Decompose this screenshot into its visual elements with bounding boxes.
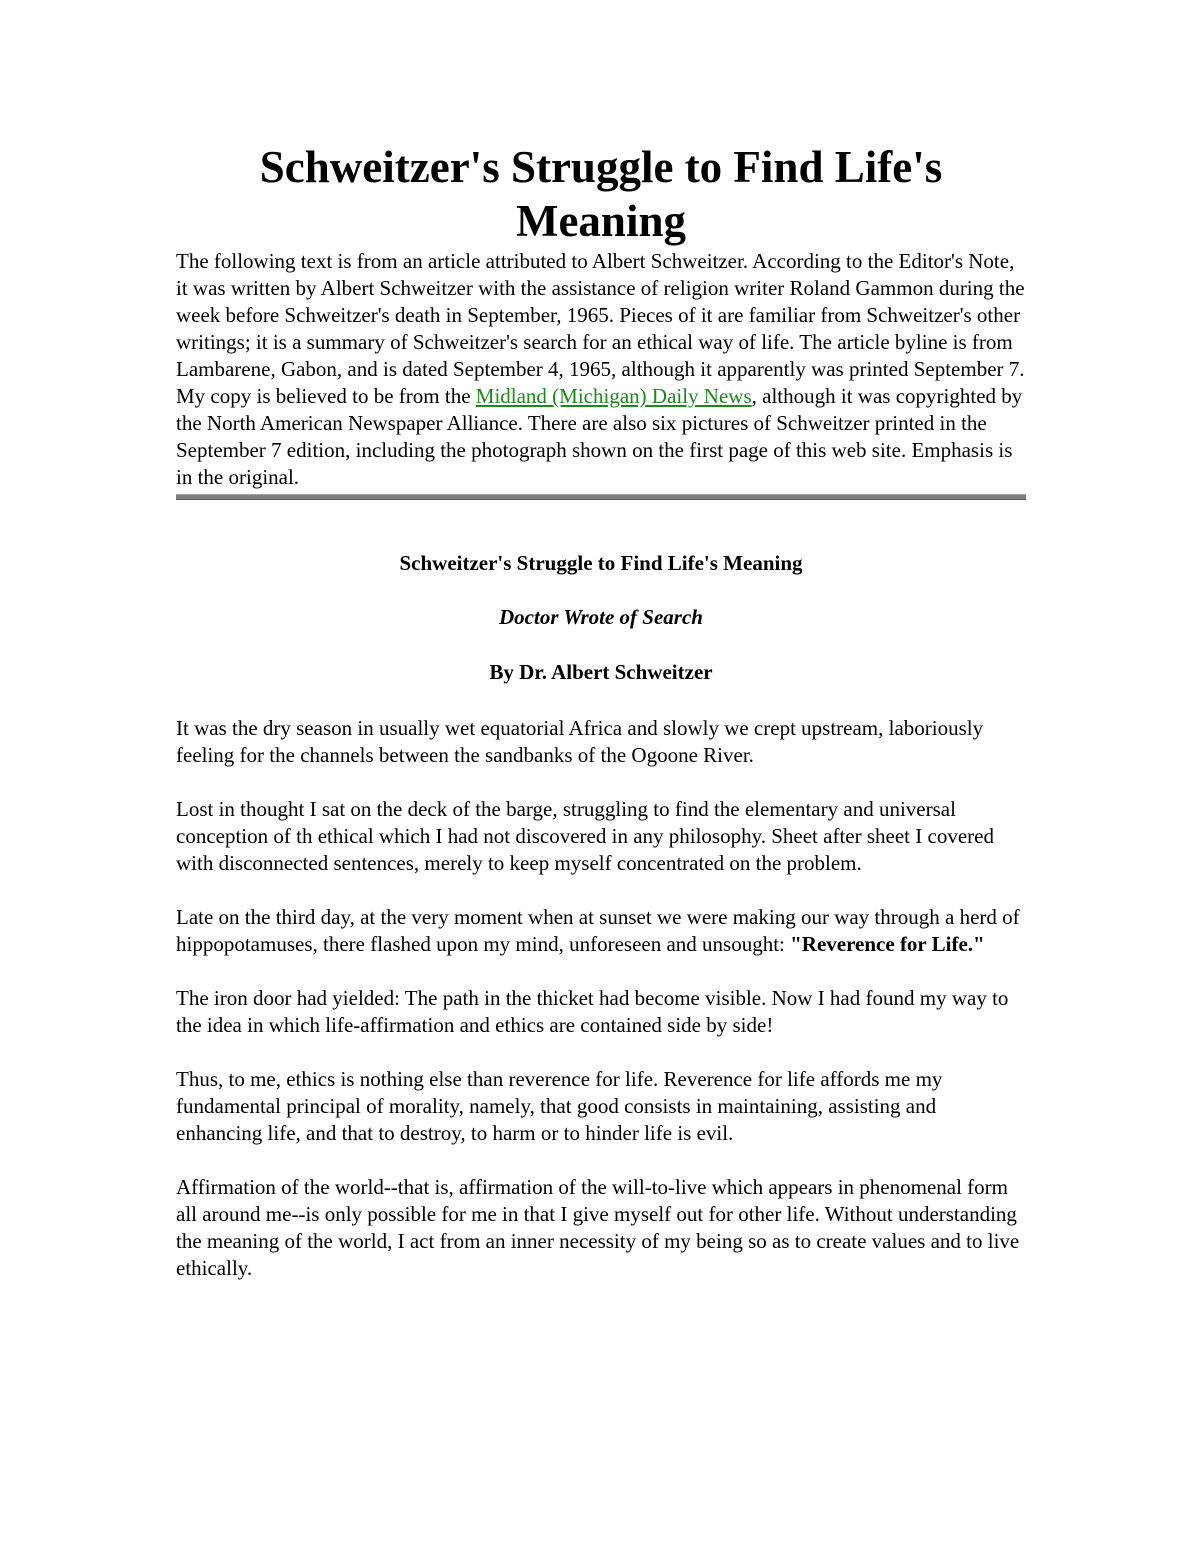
- intro-text-before-link: The following text is from an article attributed to Albert Schweitzer. According to the Editor's Note, it was written by Albert Schweitzer with the assistance of religion writer Roland Gammon during the week before Schweitzer's death in September, 1965. Pieces of it are familiar from Schweitzer's other writings; it is a summary of Schweitzer's search for an ethical way of life. The article byline is from Lambarene, Gabon, and is dated September 4, 1965, although it apparently was printed September 7. My copy is believed to be from the: [176, 249, 1025, 408]
- article-subheading: Doctor Wrote of Search: [499, 605, 703, 629]
- article-paragraph-5: Thus, to me, ethics is nothing else than reverence for life. Reverence for life affords me my fundamental principal of morality, namely, that good consists in maintaining, assisting and enhancing life, and that to destroy, to harm or to hinder life is evil.: [176, 1067, 943, 1145]
- article-paragraph-3-text: Late on the third day, at the very moment when at sunset we were making our way through a herd of hippopotamuses, there flashed upon my mind, unforeseen and unsought:: [176, 905, 1020, 956]
- reverence-for-life-emphasis: "Reverence for Life.": [790, 932, 985, 956]
- page-title: Schweitzer's Struggle to Find Life's Meaning: [259, 142, 943, 246]
- article-paragraph-2: Lost in thought I sat on the deck of the barge, struggling to find the elementary and universal conception of th ethical which I had not discovered in any philosophy. Sheet after sheet I covered with disconnected sentences, merely to keep myself concentrated on the problem.: [176, 797, 994, 875]
- intro-paragraph: [176, 248, 1026, 491]
- article-byline: By Dr. Albert Schweitzer: [489, 660, 713, 684]
- document-page: [176, 140, 1026, 1282]
- article-title: Schweitzer's Struggle to Find Life's Meaning: [399, 551, 803, 575]
- article-paragraph-4: The iron door had yielded: The path in the thicket had become visible. Now I had found my way to the idea in which life-affirmation and ethics are contained side by side!: [176, 986, 1009, 1037]
- horizontal-rule: [176, 494, 1026, 500]
- midland-daily-news-link[interactable]: Midland (Michigan) Daily News: [475, 384, 752, 408]
- article-paragraph-3: [176, 904, 1026, 958]
- article-paragraph-1: It was the dry season in usually wet equatorial Africa and slowly we crept upstream, laboriously feeling for the channels between the sandbanks of the Ogoone River.: [176, 716, 984, 767]
- article-paragraph-6: Affirmation of the world--that is, affirmation of the will-to-live which appears in phenomenal form all around me--is only possible for me in that I give myself out for other life. Without understanding the meaning of the world, I act from an inner necessity of my being so as to create values and to live ethically.: [176, 1175, 1020, 1280]
- intro-text-after-link: , although it was copyrighted by the North American Newspaper Alliance. There are also six pictures of Schweitzer printed in the September 7 edition, including the photograph shown on the first page of this web site. Emphasis is in the original.: [176, 384, 1023, 489]
